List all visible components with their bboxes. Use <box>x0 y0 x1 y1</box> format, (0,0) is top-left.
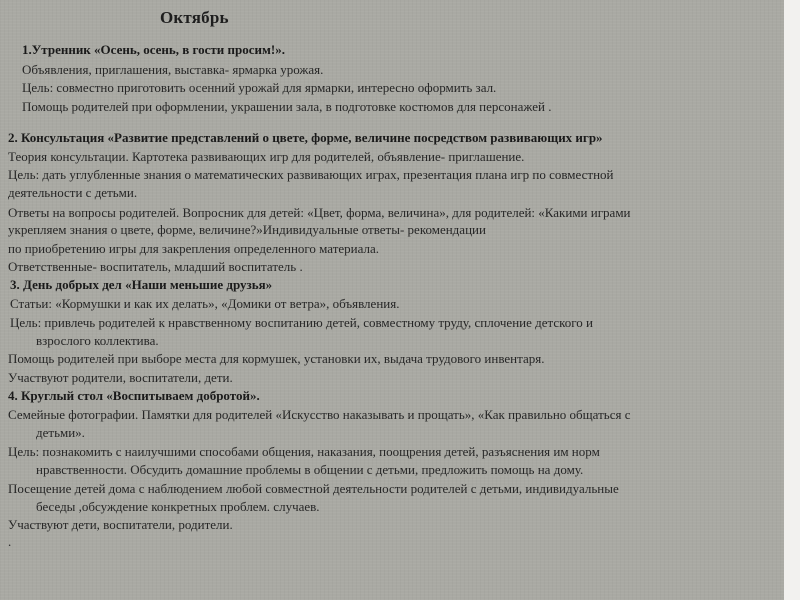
right-margin-strip <box>784 0 800 600</box>
section-3-line-2: Цель: привлечь родителей к нравственному воспитанию детей, совместному труду, сплочение детского и <box>10 315 593 330</box>
section-3-heading: 3. День добрых дел «Наши меньшие друзья» <box>10 277 273 292</box>
section-1-heading: 1.Утренник «Осень, осень, в гости просим!». <box>22 42 285 57</box>
section-2-line-5: укрепляем знания о цвете, форме, величине?»Индивидуальные ответы- рекомендации <box>8 222 486 237</box>
section-3-line-3: взрослого коллектива. <box>36 333 159 348</box>
section-4-heading: 4. Круглый стол «Воспитываем добротой». <box>8 388 260 403</box>
section-4-line-2: детьми». <box>36 425 85 440</box>
section-4-line-1: Семейные фотографии. Памятки для родителей «Искусство наказывать и прощать», «Как правильно общаться с <box>8 407 631 422</box>
section-3-line-4: Помощь родителей при выборе места для кормушек, установки их, выдача трудового инвентаря. <box>8 351 545 366</box>
page-title: Октябрь <box>160 8 229 27</box>
section-4-line-5: Посещение детей дома с наблюдением любой совместной деятельности родителей с детьми, индивидуальные <box>8 481 619 496</box>
section-2-line-2: Цель: дать углубленные знания о математических развивающих играх, презентация плана игр по совместной <box>8 167 614 182</box>
section-4-line-3: Цель: познакомить с наилучшими способами общения, наказания, поощрения детей, разъяснения им норм <box>8 444 600 459</box>
section-4-line-6: беседы ,обсуждение конкретных проблем. случаев. <box>36 499 320 514</box>
section-2-heading: 2. Консультация «Развитие представлений о цвете, форме, величине посредством развивающих игр» <box>8 130 603 145</box>
section-2-line-1: Теория консультации. Картотека развивающих игр для родителей, объявление- приглашение. <box>8 149 525 164</box>
section-1-line-3: Помощь родителей при оформлении, украшении зала, в подготовке костюмов для персонажей . <box>22 99 552 114</box>
section-3-line-1: Статьи: «Кормушки и как их делать», «Домики от ветра», объявления. <box>10 296 400 311</box>
trailing-mark: . <box>8 534 12 549</box>
section-4-line-4: нравственности. Обсудить домашние проблемы в общении с детьми, предложить помощь на дому. <box>36 462 584 477</box>
section-2-line-3: деятельности с детьми. <box>8 185 138 200</box>
section-2-line-4: Ответы на вопросы родителей. Вопросник для детей: «Цвет, форма, величина», для родителей: «Какими играми <box>8 205 631 220</box>
section-3-line-5: Участвуют родители, воспитатели, дети. <box>8 370 233 385</box>
section-2-line-7: Ответственные- воспитатель, младший воспитатель . <box>8 259 303 274</box>
section-2-line-6: по приобретению игры для закрепления определенного материала. <box>8 241 380 256</box>
section-4-line-7: Участвуют дети, воспитатели, родители. <box>8 517 233 532</box>
section-1-line-2: Цель: совместно приготовить осенний урожай для ярмарки, интересно оформить зал. <box>22 80 497 95</box>
section-1-line-1: Объявления, приглашения, выставка- ярмарка урожая. <box>22 62 324 77</box>
